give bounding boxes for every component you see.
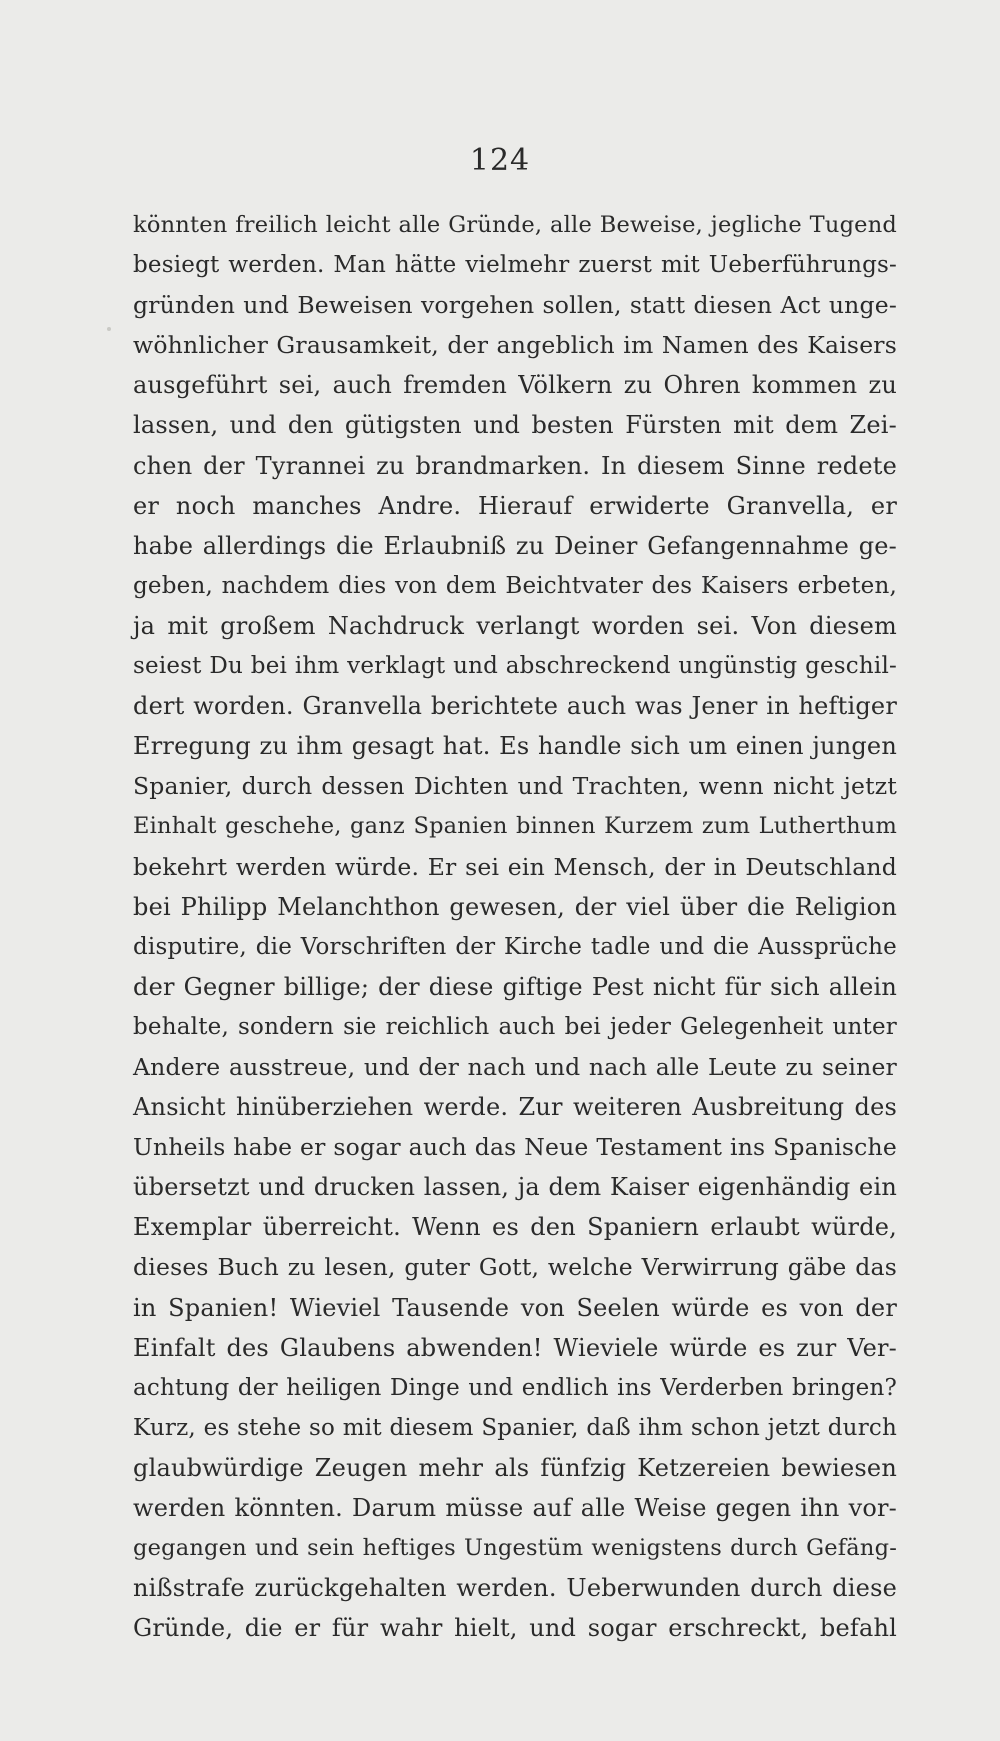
text-line: ja mit großem Nachdruck verlangt worden sei. Von diesem xyxy=(133,611,897,640)
text-line: gegangen und sein heftiges Ungestüm wenigstens durch Gefäng- xyxy=(133,1535,897,1562)
text-line: Erregung zu ihm gesagt hat. Es handle sich um einen jungen xyxy=(133,732,897,761)
text-line: bekehrt werden würde. Er sei ein Mensch, der in Deutschland xyxy=(133,852,897,881)
text-line: Ansicht hinüberziehen werde. Zur weiteren Ausbreitung des xyxy=(133,1093,897,1122)
text-line: lassen, und den gütigsten und besten Fürsten mit dem Zei- xyxy=(133,411,897,440)
text-line: seiest Du bei ihm verklagt und abschreckend ungünstig geschil- xyxy=(133,653,897,680)
text-line: nißstrafe zurückgehalten werden. Ueberwunden durch diese xyxy=(133,1574,897,1603)
text-line: werden könnten. Darum müsse auf alle Weise gegen ihn vor- xyxy=(133,1494,897,1522)
text-line: disputire, die Vorschriften der Kirche tadle und die Aussprüche xyxy=(133,933,897,960)
text-line: in Spanien! Wieviel Tausende von Seelen würde es von der xyxy=(133,1293,897,1322)
text-line: Andere ausstreue, und der nach und nach alle Leute zu seiner xyxy=(133,1052,897,1081)
text-line: besiegt werden. Man hätte vielmehr zuerst mit Ueberführungs- xyxy=(133,252,897,279)
text-line: Einfalt des Glaubens abwenden! Wieviele würde es zur Ver- xyxy=(133,1333,897,1362)
text-line: bei Philipp Melanchthon gewesen, der viel über die Religion xyxy=(133,892,897,921)
text-line: gründen und Beweisen vorgehen sollen, statt diesen Act unge- xyxy=(133,291,897,320)
text-line: wöhnlicher Grausamkeit, der angeblich im Namen des Kaisers xyxy=(133,331,897,360)
text-line: dieses Buch zu lesen, guter Gott, welche Verwirrung gäbe das xyxy=(133,1253,897,1282)
text-line: geben, nachdem dies von dem Beichtvater des Kaisers erbeten, xyxy=(133,572,897,599)
text-line: dert worden. Granvella berichtete auch was Jener in heftiger xyxy=(133,692,897,721)
text-line: glaubwürdige Zeugen mehr als fünfzig Ketzereien bewiesen xyxy=(133,1453,897,1482)
text-line: Spanier, durch dessen Dichten und Trachten, wenn nicht jetzt xyxy=(133,772,897,801)
text-line: behalte, sondern sie reichlich auch bei jeder Gelegenheit unter xyxy=(133,1013,897,1040)
text-line: übersetzt und drucken lassen, ja dem Kaiser eigenhändig ein xyxy=(133,1173,897,1202)
text-line: der Gegner billige; der diese giftige Pest nicht für sich allein xyxy=(133,972,897,1001)
text-line: Gründe, die er für wahr hielt, und sogar erschreckt, befahl xyxy=(133,1614,897,1643)
text-line: Kurz, es stehe so mit diesem Spanier, daß ihm schon jetzt durch xyxy=(133,1414,897,1441)
text-line: Exemplar überreicht. Wenn es den Spaniern erlaubt würde, xyxy=(133,1213,897,1242)
text-line: Einhalt geschehe, ganz Spanien binnen Kurzem zum Lutherthum xyxy=(133,813,897,840)
text-line: könnten freilich leicht alle Gründe, alle Beweise, jegliche Tugend xyxy=(133,212,897,238)
text-line: er noch manches Andre. Hierauf erwiderte Granvella, er xyxy=(133,491,897,520)
page-number: 124 xyxy=(469,143,531,178)
text-line: chen der Tyrannei zu brandmarken. In diesem Sinne redete xyxy=(133,451,897,480)
text-line: Unheils habe er sogar auch das Neue Testament ins Spanische xyxy=(133,1133,897,1162)
text-line: ausgeführt sei, auch fremden Völkern zu Ohren kommen zu xyxy=(133,371,897,400)
text-line: habe allerdings die Erlaubniß zu Deiner Gefangennahme ge- xyxy=(133,531,897,560)
paper-speck xyxy=(107,327,111,331)
body-text xyxy=(133,205,897,1648)
text-line: achtung der heiligen Dinge und endlich ins Verderben bringen? xyxy=(133,1374,897,1401)
